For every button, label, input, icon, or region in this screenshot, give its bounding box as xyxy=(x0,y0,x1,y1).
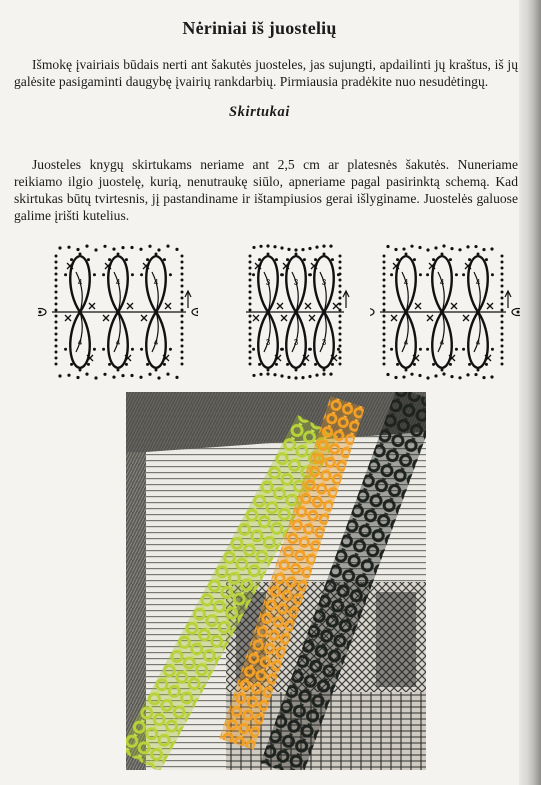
page-title: Nėriniai iš juostelių xyxy=(182,18,337,39)
crochet-schema-3 xyxy=(370,236,520,388)
loop-count-label: 3 xyxy=(321,338,327,347)
section-heading: Skirtukai xyxy=(228,104,290,120)
crochet-schema-1 xyxy=(38,236,198,388)
loop-count-label: 3 xyxy=(293,278,299,287)
loop-count-label: 3 xyxy=(265,338,271,347)
loop-count-label: 4 xyxy=(153,278,159,287)
loop-count-label: 4 xyxy=(475,338,481,347)
loop-count-label: 4 xyxy=(403,278,409,287)
schema-1-drawing xyxy=(38,236,198,388)
intro-paragraph: Išmokę įvairiais būdais nerti ant šakutės juosteles, jas sujungti, apdailinti jų kraštus, iš jų galėsite pasigaminti daugybę įvairių rankdarbių. Pirmiausia pradėkite nuo nesudėtingų. xyxy=(14,56,518,89)
bookmarks-photo-drawing xyxy=(126,392,426,770)
loop-count-label: 4 xyxy=(439,278,445,287)
schema-3-drawing xyxy=(370,236,520,388)
loop-count-label: 3 xyxy=(321,278,327,287)
loop-count-label: 4 xyxy=(77,338,83,347)
book-spine-shadow xyxy=(519,0,541,785)
loop-count-label: 3 xyxy=(293,338,299,347)
loop-count-label: 4 xyxy=(115,278,121,287)
loop-count-label: 3 xyxy=(265,278,271,287)
loop-count-label: 4 xyxy=(153,338,159,347)
schema-2-drawing xyxy=(238,236,356,388)
loop-count-label: 4 xyxy=(403,338,409,347)
loop-count-label: 4 xyxy=(439,338,445,347)
loop-count-label: 4 xyxy=(77,278,83,287)
bookmarks-photo xyxy=(126,392,426,770)
loop-count-label: 4 xyxy=(115,338,121,347)
loop-count-label: 4 xyxy=(475,278,481,287)
crochet-schema-2 xyxy=(238,236,356,388)
section-paragraph: Juosteles knygų skirtukams neriame ant 2,5 cm ar platesnės šakutės. Nuneriame reikiamo ilgio juostelę, kurią, nenutraukę siūlo, apneriame pagal pasirinktą schemą. Kad skirtukas būtų tvirtesnis, jį pastandiname ir ištampiusios gerai išlyginame. Juostelės galuose galime įrišti kutelius. xyxy=(14,156,518,223)
